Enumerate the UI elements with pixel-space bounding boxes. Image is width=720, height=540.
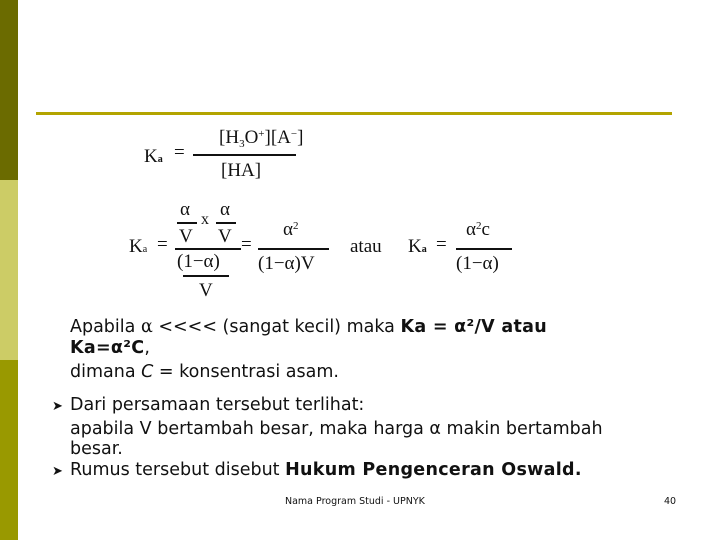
bullet-text-rumus: Rumus tersebut disebut Hukum Pengenceran Oswald. bbox=[70, 460, 582, 480]
title-rule bbox=[36, 112, 672, 115]
bullet-text-besar: besar. bbox=[70, 439, 123, 459]
side-bar-top bbox=[0, 0, 18, 180]
side-bar-bottom bbox=[0, 360, 18, 540]
bullet-text-persamaan: Dari persamaan tersebut terlihat: bbox=[70, 395, 365, 415]
text-line-apabila: Apabila α <<<< (sangat kecil) maka Ka = α²/V atau bbox=[70, 317, 548, 337]
side-bar-middle bbox=[0, 180, 18, 360]
arrowhead-bullet-icon: ➤ bbox=[52, 399, 63, 414]
text-line-ka-alpha-c: Ka=α²C, bbox=[70, 338, 150, 358]
text-line-dimana: dimana C = konsentrasi asam. bbox=[70, 362, 339, 382]
footer-program-studi: Nama Program Studi - UPNYK bbox=[285, 496, 425, 507]
page-number: 40 bbox=[664, 496, 677, 507]
bullet-text-apabila-v: apabila V bertambah besar, maka harga α makin bertambah bbox=[70, 419, 603, 439]
arrowhead-bullet-icon: ➤ bbox=[52, 464, 63, 479]
